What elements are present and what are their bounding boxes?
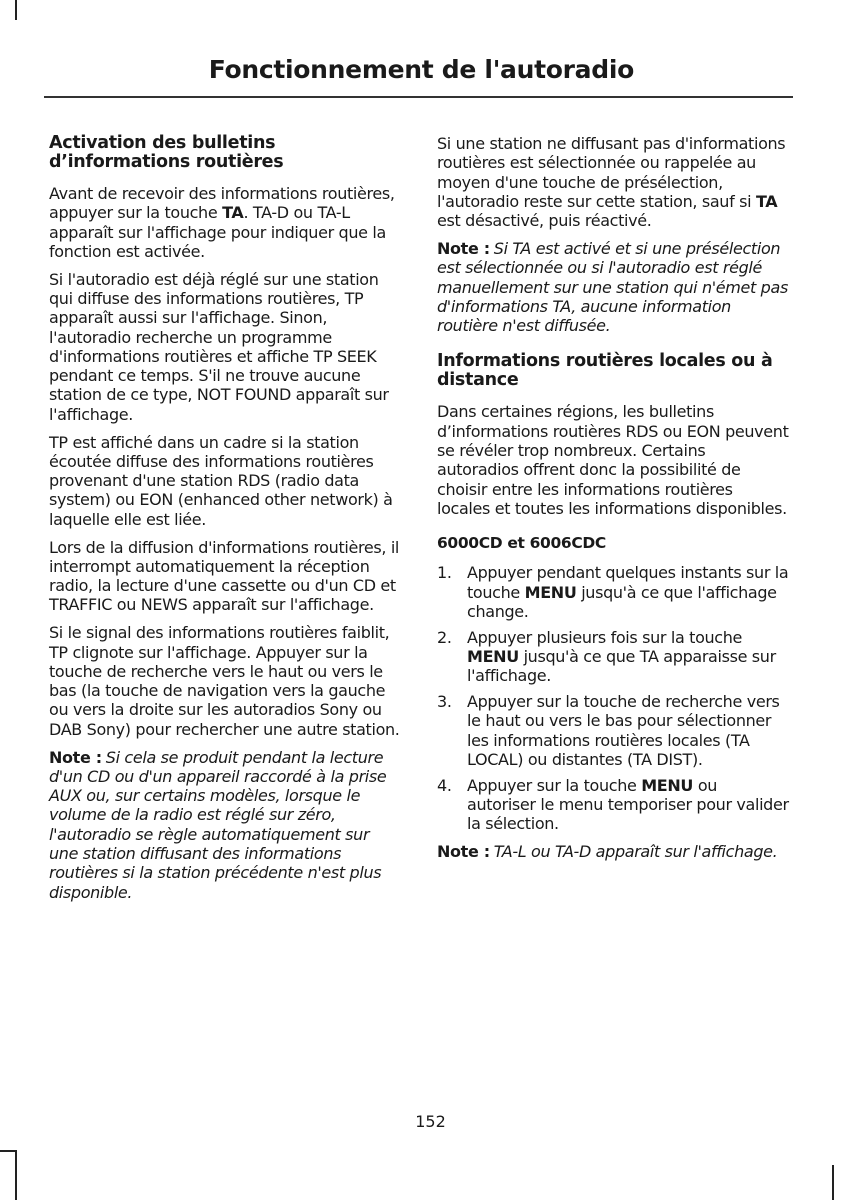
step-text [467,563,789,621]
text-run: Appuyer pendant quelques instants sur la touche [467,563,789,602]
key-ta: TA [222,203,244,223]
key-menu: MENU [524,582,577,602]
step-number: 1. [437,563,452,583]
key-menu: MENU [467,646,519,666]
text-run: est désactivé, puis réactivé. [437,211,652,231]
crop-mark-bottom-left [15,1150,17,1200]
text-run: . TA-D ou TA-L apparaît sur l'affichage pour indiquer que la fonction est activée. [49,203,386,261]
note-label: Note : [437,842,490,862]
text-run: Si une station ne diffusant pas d'informations routières est sélectionnée ou rappelée au moyen d'une touche de présélection, l'autoradio reste sur cette station, sauf si [437,134,786,211]
text-run: jusqu'à ce que l'affichage change. [467,582,777,621]
paragraph [437,134,789,230]
crop-mark-bottom-left-h [0,1150,17,1152]
header-rule [44,96,793,98]
step-number: 2. [437,627,452,647]
note-text: TA-L ou TA-D apparaît sur l'affichage. [493,842,778,862]
crop-mark-top-left [15,0,17,20]
page-title: Fonctionnement de l'autoradio [208,55,634,84]
step-number: 3. [437,692,452,712]
subheading-models: 6000CD et 6006CDC [437,534,606,553]
paragraph: Dans certaines régions, les bulletins d’informations routières RDS ou EON peuvent se révéler trop nombreux. Certains autoradios offrent donc la possibilité de choisir entre les informations routières locales et toutes les informations disponibles. [437,402,789,518]
paragraph: TP est affiché dans un cadre si la station écoutée diffuse des informations routières provenant d'une station RDS (radio data system) ou EON (enhanced other network) à laquelle elle est liée. [49,432,393,529]
text-run: jusqu'à ce que TA apparaisse sur l'affichage. [467,646,776,686]
crop-mark-bottom-right [832,1165,834,1200]
text-run: ou autoriser le menu temporiser pour valider la sélection. [467,775,789,834]
text-run: Appuyer plusieurs fois sur la touche [467,627,743,647]
step-text [467,692,789,769]
step-text [467,776,789,834]
note-label: Note : [49,747,102,767]
paragraph: Lors de la diffusion d'informations routières, il interrompt automatiquement la réception radio, la lecture d'une cassette ou d'un CD et TRAFFIC ou NEWS apparaît sur l'affichage. [49,537,400,615]
note [437,239,789,335]
key-ta: TA [755,191,778,211]
note-text: Si TA est activé et si une présélection est sélectionnée ou si l'autoradio est réglé manuellement sur une station qui n'émet pas d'informations TA, aucune information routière n'est diffusée. [437,238,788,336]
section-heading-local-distance: Informations routières locales ou à distance [437,351,773,391]
note-text: Si cela se produit pendant la lecture d'un CD ou d'un appareil raccordé à la prise AUX ou, sur certains modèles, lorsque le volume de la radio est réglé sur zéro, l'autoradio se règle automatiquement sur une station diffusant des informations routières si la station précédente n'est plus disponible. [49,747,387,902]
list-item [437,563,789,621]
text-run: Avant de recevoir des informations routières, appuyer sur la touche [49,184,395,223]
left-column [49,134,401,910]
text-run: Appuyer sur la touche [467,775,642,795]
list-item [437,776,789,834]
text-run: Appuyer sur la touche de recherche vers le haut ou vers le bas pour sélectionner les informations routières locales (TA LOCAL) ou distantes (TA DIST). [467,692,780,769]
step-text [467,628,789,686]
note-label: Note : [437,238,490,258]
paragraph: Si l'autoradio est déjà réglé sur une station qui diffuse des informations routières, TP apparaît aussi sur l'affichage. Sinon, l'autoradio recherche un programme d'informations routières et affiche TP SEEK pendant ce temps. S'il ne trouve aucune station de ce type, NOT FOUND apparaît sur l'affichage. [49,269,389,424]
steps-list [437,563,789,833]
key-menu: MENU [641,775,694,795]
note [49,748,401,902]
right-column [437,134,789,870]
note [437,842,789,861]
list-item [437,692,789,769]
page-number: 152 [415,1112,446,1131]
paragraph [49,184,401,261]
list-item [437,628,789,686]
section-heading-activation: Activation des bulletins d’informations routières [49,133,284,172]
step-number: 4. [437,775,452,795]
paragraph: Si le signal des informations routières faiblit, TP clignote sur l'affichage. Appuyer sur la touche de recherche vers le haut ou vers le bas (la touche de navigation vers la gauche ou vers la droite sur les autoradios Sony ou DAB Sony) pour rechercher une autre station. [49,623,400,739]
